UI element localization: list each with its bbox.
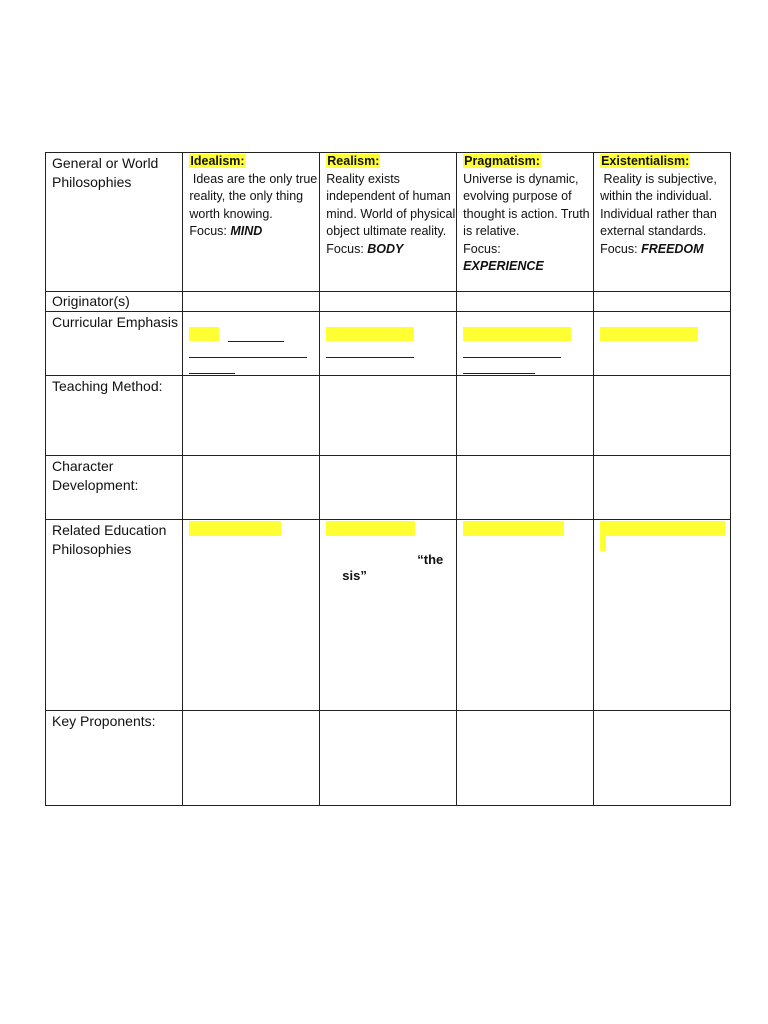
curricular-realism (320, 312, 457, 376)
related-pragmatism (457, 520, 594, 711)
blank-line (189, 357, 307, 358)
curricular-idealism (183, 312, 320, 376)
row-character (46, 456, 731, 520)
title-pragmatism: Pragmatism: (464, 154, 540, 168)
cell-existentialism (594, 153, 731, 292)
row-curricular (46, 312, 731, 376)
character-idealism (183, 456, 320, 520)
focus-label-idealism: Focus: (189, 224, 231, 238)
originator-pragmatism (457, 292, 594, 312)
blank-line (463, 357, 561, 358)
proponents-existentialism (594, 711, 731, 806)
character-pragmatism (457, 456, 594, 520)
originator-existentialism (594, 292, 731, 312)
desc-existentialism: Reality is subjective, within the individual. Individual rather than external standards. (600, 171, 721, 238)
desc-realism: Reality exists independent of human mind. World of physical object ultimate reality. (326, 171, 456, 238)
blank-line (326, 357, 414, 358)
proponents-realism (320, 711, 457, 806)
character-existentialism (594, 456, 731, 520)
title-idealism: Idealism: (190, 154, 245, 168)
highlight-mark (600, 536, 606, 551)
focus-label-existentialism: Focus: (600, 241, 642, 256)
proponents-idealism (183, 711, 320, 806)
title-existentialism: Existentialism: (601, 154, 690, 168)
originator-realism (320, 292, 457, 312)
cell-pragmatism (457, 153, 594, 292)
character-realism (320, 456, 457, 520)
row-label-teaching: Teaching Method: (46, 376, 183, 456)
row-teaching (46, 376, 731, 456)
blank-line (189, 373, 235, 374)
desc-idealism: Ideas are the only true reality, the only thing worth knowing. (189, 171, 321, 221)
focus-label-pragmatism: Focus: (463, 241, 501, 256)
highlight-mark (600, 521, 725, 536)
curricular-existentialism (594, 312, 731, 376)
row-label-proponents: Key Proponents: (46, 711, 183, 806)
desc-pragmatism: Universe is dynamic, evolving purpose of thought is action. Truth is relative. (463, 171, 590, 238)
row-general (46, 153, 731, 292)
focus-value-idealism: MIND (230, 224, 263, 238)
row-proponents (46, 711, 731, 806)
row-label-character: Character Development: (46, 456, 183, 520)
row-label-related: Related Education Philosophies (46, 520, 183, 711)
related-realism (320, 520, 457, 711)
text-fragment-sis: sis” (342, 568, 367, 583)
cell-idealism (183, 153, 320, 292)
row-label-general: General or World Philosophies (46, 153, 183, 292)
focus-value-realism: BODY (367, 241, 404, 256)
related-idealism (183, 520, 320, 711)
row-related (46, 520, 731, 711)
highlight-mark (189, 327, 219, 341)
related-existentialism (594, 520, 731, 711)
curricular-pragmatism (457, 312, 594, 376)
highlight-mark (189, 521, 281, 536)
highlight-mark (463, 521, 564, 536)
teaching-realism (320, 376, 457, 456)
text-fragment-the: “the (417, 552, 444, 567)
row-label-originators: Originator(s) (46, 292, 183, 312)
row-label-curricular: Curricular Emphasis (46, 312, 183, 376)
teaching-existentialism (594, 376, 731, 456)
proponents-pragmatism (457, 711, 594, 806)
philosophy-table (45, 152, 731, 806)
originator-idealism (183, 292, 320, 312)
row-originators (46, 292, 731, 312)
cell-realism (320, 153, 457, 292)
title-realism: Realism: (327, 154, 380, 168)
teaching-pragmatism (457, 376, 594, 456)
focus-label-realism: Focus: (326, 241, 368, 256)
blank-line (463, 373, 535, 374)
focus-value-pragmatism: EXPERIENCE (463, 259, 544, 273)
highlight-mark (463, 327, 571, 341)
blank-line (228, 341, 284, 342)
teaching-idealism (183, 376, 320, 456)
highlight-mark (600, 327, 698, 341)
highlight-mark (326, 327, 414, 341)
focus-value-existentialism: FREEDOM (641, 241, 704, 256)
highlight-mark (326, 521, 415, 536)
